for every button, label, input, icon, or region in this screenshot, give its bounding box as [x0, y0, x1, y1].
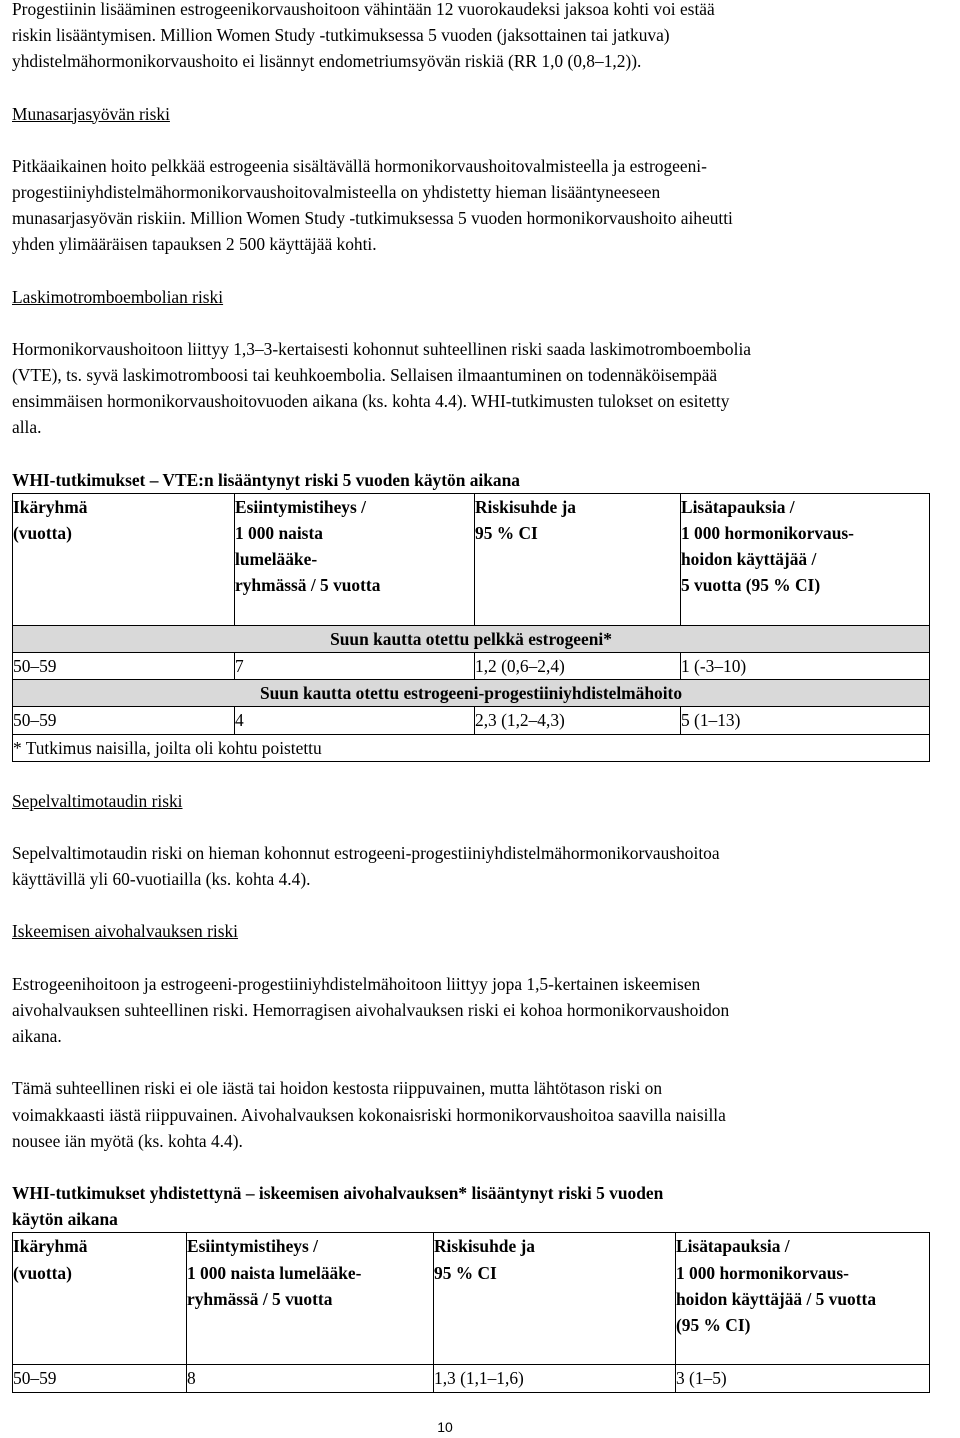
vte-paragraph — [12, 336, 942, 441]
section-heading-vte: Laskimotromboembolian riski — [12, 286, 224, 307]
section-heading-stroke: Iskeemisen aivohalvauksen riski — [12, 921, 239, 942]
text-line: alla. — [12, 417, 42, 438]
section-heading-ovarian: Munasarjasyövän riski — [12, 103, 170, 124]
table-row — [13, 653, 930, 680]
cell-extra: 1 (-3–10) — [681, 653, 930, 680]
table-footnote: * Tutkimus naisilla, joilta oli kohtu poistettu — [13, 734, 930, 761]
ovarian-paragraph — [12, 153, 942, 258]
text-line: käyttävillä yli 60-vuotiailla (ks. kohta 4.4). — [12, 869, 311, 890]
cell-risk: 1,3 (1,1–1,6) — [434, 1365, 676, 1392]
table-row — [13, 707, 930, 734]
text-line: Sepelvaltimotaudin riski on hieman kohonnut estrogeeni-progestiiniyhdistelmähormonikorvaushoitoa — [12, 843, 720, 864]
table-note-row — [13, 734, 930, 761]
stroke-paragraph-2 — [12, 1075, 942, 1154]
vte-table-title: WHI-tutkimukset – VTE:n lisääntynyt riski 5 vuoden käytön aikana — [12, 469, 520, 490]
table-header-row — [13, 1233, 930, 1365]
text-line: aikana. — [12, 1026, 62, 1047]
cell-age: 50–59 — [13, 707, 235, 734]
text-line: Tämä suhteellinen riski ei ole iästä tai hoidon kestosta riippuvainen, mutta lähtötason riski on — [12, 1078, 663, 1099]
cell-age: 50–59 — [13, 653, 235, 680]
cell-extra: 5 (1–13) — [681, 707, 930, 734]
text-line: riskin lisääntymisen. Million Women Study -tutkimuksessa 5 vuoden (jaksottainen tai jatkuva) — [12, 25, 670, 46]
cell-incidence: 7 — [235, 653, 475, 680]
stroke-paragraph-1 — [12, 971, 942, 1050]
text-line: voimakkaasti iästä riippuvainen. Aivohalvauksen kokonaisriski hormonikorvaushoitoa saavilla naisilla — [12, 1104, 726, 1125]
header-extra: Lisätapauksia / 1 000 hormonikorvaus- hoidon käyttäjää / 5 vuotta (95 % CI) — [681, 493, 930, 625]
page-number: 10 — [437, 1419, 453, 1435]
header-incidence: Esiintymistiheys / 1 000 naista lumelääke- ryhmässä / 5 vuotta — [235, 493, 475, 625]
text-line: (VTE), ts. syvä laskimotromboosi tai keuhkoembolia. Sellaisen ilmaantuminen on todennäköisempää — [12, 365, 718, 386]
band-label: Suun kautta otettu estrogeeni-progestiiniyhdistelmähoito — [13, 680, 930, 707]
header-risk: Riskisuhde ja 95 % CI — [475, 493, 681, 625]
cell-incidence: 8 — [187, 1365, 434, 1392]
cell-age: 50–59 — [13, 1365, 187, 1392]
text-line: progestiiniyhdistelmähormonikorvaushoitovalmisteella on yhdistetty hieman lisääntyneeseen — [12, 182, 661, 203]
intro-paragraph — [12, 0, 942, 75]
table-band-row — [13, 625, 930, 652]
table-band-row — [13, 680, 930, 707]
text-line: Hormonikorvaushoitoon liittyy 1,3–3-kertaisesti kohonnut suhteellinen riski saada laskimotromboembolia — [12, 338, 751, 359]
header-incidence: Esiintymistiheys / 1 000 naista lumelääke- ryhmässä / 5 vuotta — [187, 1233, 434, 1365]
stroke-table-title: WHI-tutkimukset yhdistettynä – iskeemisen aivohalvauksen* lisääntynyt riski 5 vuoden käytön aikana — [12, 1182, 664, 1230]
cad-paragraph — [12, 840, 942, 892]
header-age: Ikäryhmä (vuotta) — [13, 1233, 187, 1365]
vte-table — [12, 493, 930, 762]
cell-incidence: 4 — [235, 707, 475, 734]
header-risk: Riskisuhde ja 95 % CI — [434, 1233, 676, 1365]
text-line: yhden ylimääräisen tapauksen 2 500 käyttäjää kohti. — [12, 234, 377, 255]
header-extra: Lisätapauksia / 1 000 hormonikorvaus- hoidon käyttäjää / 5 vuotta (95 % CI) — [676, 1233, 930, 1365]
header-age: Ikäryhmä (vuotta) — [13, 493, 235, 625]
text-line: nousee iän myötä (ks. kohta 4.4). — [12, 1130, 243, 1151]
text-line: aivohalvauksen suhteellinen riski. Hemorragisen aivohalvauksen riski ei kohoa hormonikorvaushoidon — [12, 999, 730, 1020]
document-page — [12, 0, 942, 1393]
text-line: munasarjasyövän riskiin. Million Women Study -tutkimuksessa 5 vuoden hormonikorvaushoito aiheutti — [12, 208, 733, 229]
cell-risk: 1,2 (0,6–2,4) — [475, 653, 681, 680]
table-header-row — [13, 493, 930, 625]
text-line: Estrogeenihoitoon ja estrogeeni-progestiiniyhdistelmähoitoon liittyy jopa 1,5-kertainen iskeemisen — [12, 973, 701, 994]
cell-extra: 3 (1–5) — [676, 1365, 930, 1392]
stroke-table — [12, 1232, 930, 1392]
band-label: Suun kautta otettu pelkkä estrogeeni* — [13, 625, 930, 652]
text-line: yhdistelmähormonikorvaushoito ei lisännyt endometriumsyövän riskiä (RR 1,0 (0,8–1,2)). — [12, 51, 642, 72]
text-line: Progestiinin lisääminen estrogeenikorvaushoitoon vähintään 12 vuorokaudeksi jaksoa kohti voi estää — [12, 0, 715, 19]
text-line: ensimmäisen hormonikorvaushoitovuoden aikana (ks. kohta 4.4). WHI-tutkimusten tulokset on esitetty — [12, 391, 730, 412]
section-heading-cad: Sepelvaltimotaudin riski — [12, 790, 183, 811]
table-row — [13, 1365, 930, 1392]
text-line: Pitkäaikainen hoito pelkkää estrogeenia sisältävällä hormonikorvaushoitovalmisteella ja estrogeeni- — [12, 155, 707, 176]
cell-risk: 2,3 (1,2–4,3) — [475, 707, 681, 734]
